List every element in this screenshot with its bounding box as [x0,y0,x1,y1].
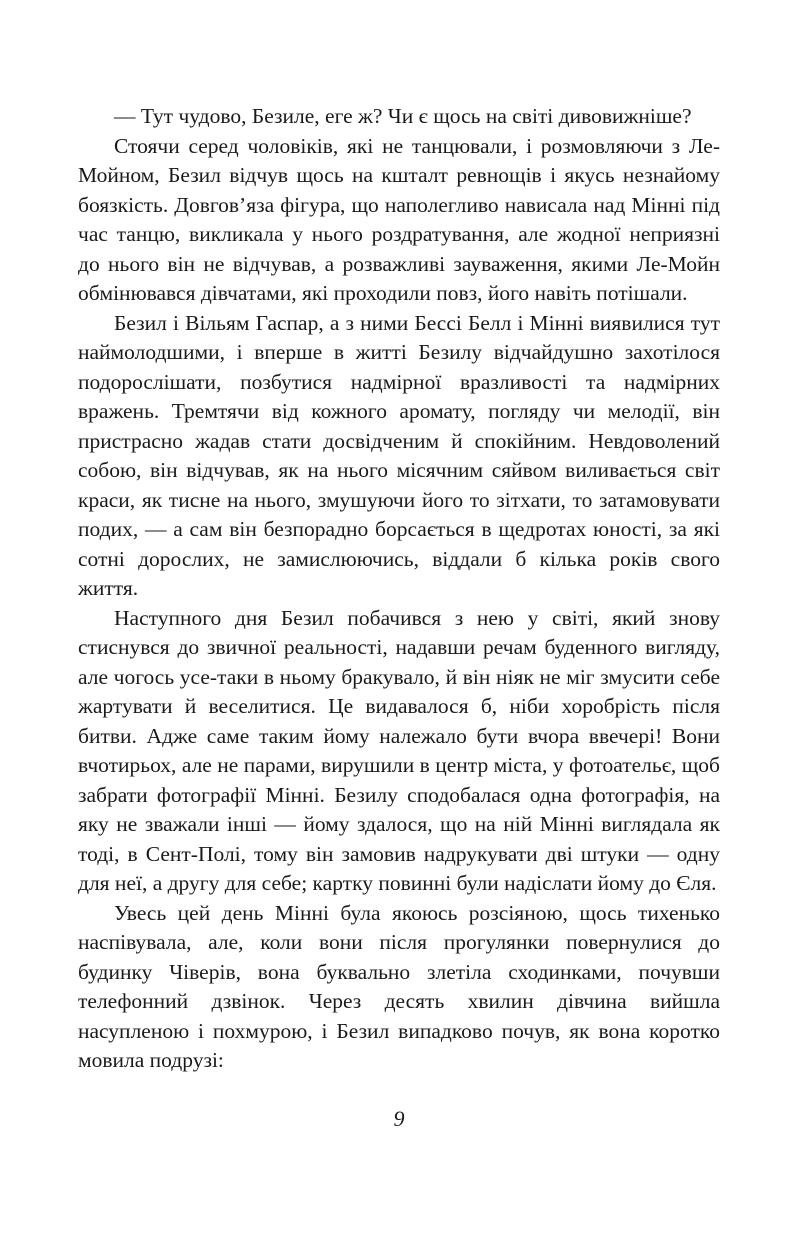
paragraph-1: — Тут чудово, Безиле, еге ж? Чи є щось на світі дивовижніше? [114,104,692,128]
page-body [78,102,720,1076]
paragraph-4: Наступного дня Безил побачився з нею у світі, який знову стиснувся до звичної реальності, надавши речам буденного вигляду, але чогось усе-таки в ньому бракувало, й він ніяк не міг змусити себе жартувати й веселитися. Це видавалося б, ніби хоробрість після битви. Адже саме таким йому належало бути вчора ввечері! Вони вчотирьох, але не парами, вирушили в центр міста, у фотоательє, щоб забрати фотографії Мінні. Безилу сподобалася одна фотографія, на яку не зважали інші — йому здалося, що на ній Мінні виглядала як тоді, в Сент-Полі, тому він замовив надрукувати дві штуки — одну для неї, а другу для себе; картку повинні були надіслати йому до Єля. [78,605,720,895]
page-number: 9 [393,1106,405,1131]
paragraph-3: Безил і Вільям Гаспар, а з ними Бессі Белл і Мінні виявилися тут наймолодшими, і вперше в житті Безилу відчайдушно захотілося подорослішати, позбутися надмірної вразливості та надмірних вражень. Тремтячи від кожного аромату, погляду чи мелодії, він пристрасно жадав стати досвідченим й спокійним. Невдоволений собою, він відчував, як на нього місячним сяйвом виливається світ краси, як тисне на нього, змушуючи його то зітхати, то затамовувати подих, — а сам він безпорадно борсається в щедротах юності, за які сотні дорослих, не замислюючись, віддали б кілька років свого життя. [78,310,720,600]
paragraph-2: Стоячи серед чоловіків, які не танцювали, і розмовляючи з Ле-Мойном, Безил відчув щось на кшталт ревнощів і якусь незнайому боязкість. Довгов’яза фігура, що наполегливо нависала над Мінні під час танцю, викликала у нього роздратування, але жодної неприязні до нього він не відчував, а розважливі зауваження, якими Ле-Мойн обмінювався дівчатами, які проходили повз, його навіть потішали. [78,133,720,305]
paragraph-5: Увесь цей день Мінні була якоюсь розсіяною, щось тихенько наспівувала, але, коли вони після прогулянки повернулися до будинку Чіверів, вона буквально злетіла сходинками, почувши телефонний дзвінок. Через десять хвилин дівчина вийшла насупленою і похмурою, і Безил випадково почув, як вона коротко мовила подрузі: [78,900,720,1072]
